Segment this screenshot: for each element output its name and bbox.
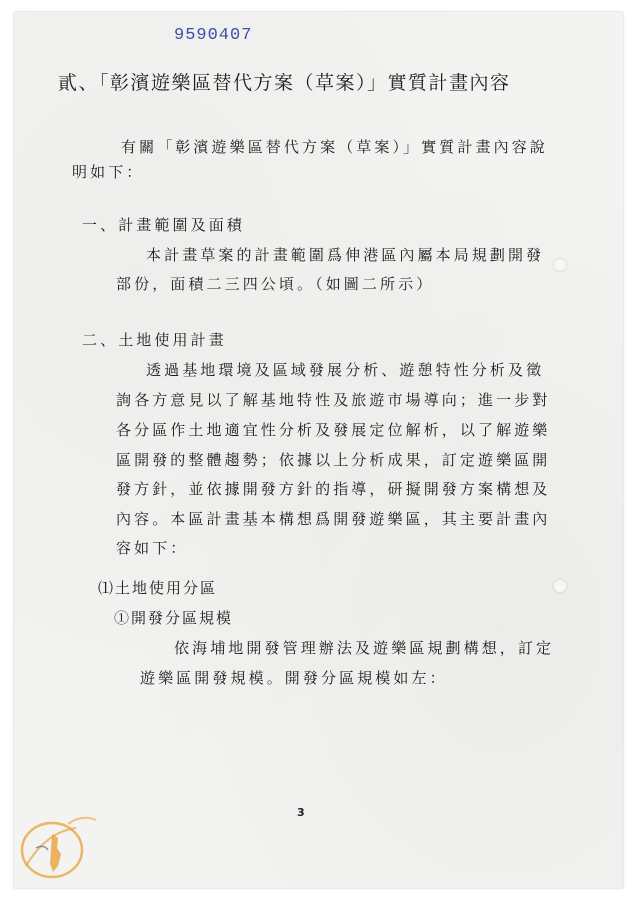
section1-line-1: 本計畫草案的計畫範圍爲伸港區內屬本局規劃開發	[146, 246, 545, 264]
subsection-line-2: 遊樂區開發規模。開發分區規模如左：	[140, 669, 448, 687]
subsection-item-heading: ①開發分區規模	[114, 609, 234, 627]
intro-line-1: 有關「彰濱遊樂區替代方案（草案）」實質計畫內容說	[121, 138, 548, 156]
section2-heading: 二、土地使用計畫	[82, 331, 227, 349]
document-stamp-number: 9590407	[174, 26, 253, 45]
section1-line-2: 部份，面積二三四公頃。（如圖二所示）	[116, 275, 435, 293]
subsection-line-1: 依海埔地開發管理辦法及遊樂區規劃構想，訂定	[174, 639, 555, 657]
document-page	[14, 12, 623, 888]
section2-line-7: 容如下：	[116, 539, 189, 557]
page-title: 貳、「彰濱遊樂區替代方案（草案）」實質計畫內容	[58, 72, 511, 94]
archive-logo-icon	[6, 804, 114, 886]
section2-line-2: 詢各方意見以了解基地特性及旅遊市場導向；進一步對	[116, 391, 551, 409]
section1-heading: 一、計畫範圍及面積	[82, 216, 245, 234]
section2-line-6: 內容。本區計畫基本構想爲開發遊樂區，其主要計畫內	[116, 510, 551, 528]
punch-hole-lower	[554, 580, 566, 592]
section2-line-5: 發方針，並依據開發方針的指導，研擬開發方案構想及	[116, 480, 551, 498]
intro-line-2: 明如下：	[72, 163, 145, 181]
section2-line-3: 各分區作土地適宜性分析及發展定位解析，以了解遊樂	[116, 421, 551, 439]
subsection-heading: ⑴土地使用分區	[98, 579, 218, 597]
page-number: 3	[297, 806, 305, 819]
section2-line-1: 透過基地環境及區域發展分析、遊憩特性分析及徵	[146, 361, 545, 379]
section2-line-4: 區開發的整體趨勢；依據以上分析成果，訂定遊樂區開	[116, 451, 551, 469]
punch-hole-upper	[554, 259, 566, 271]
